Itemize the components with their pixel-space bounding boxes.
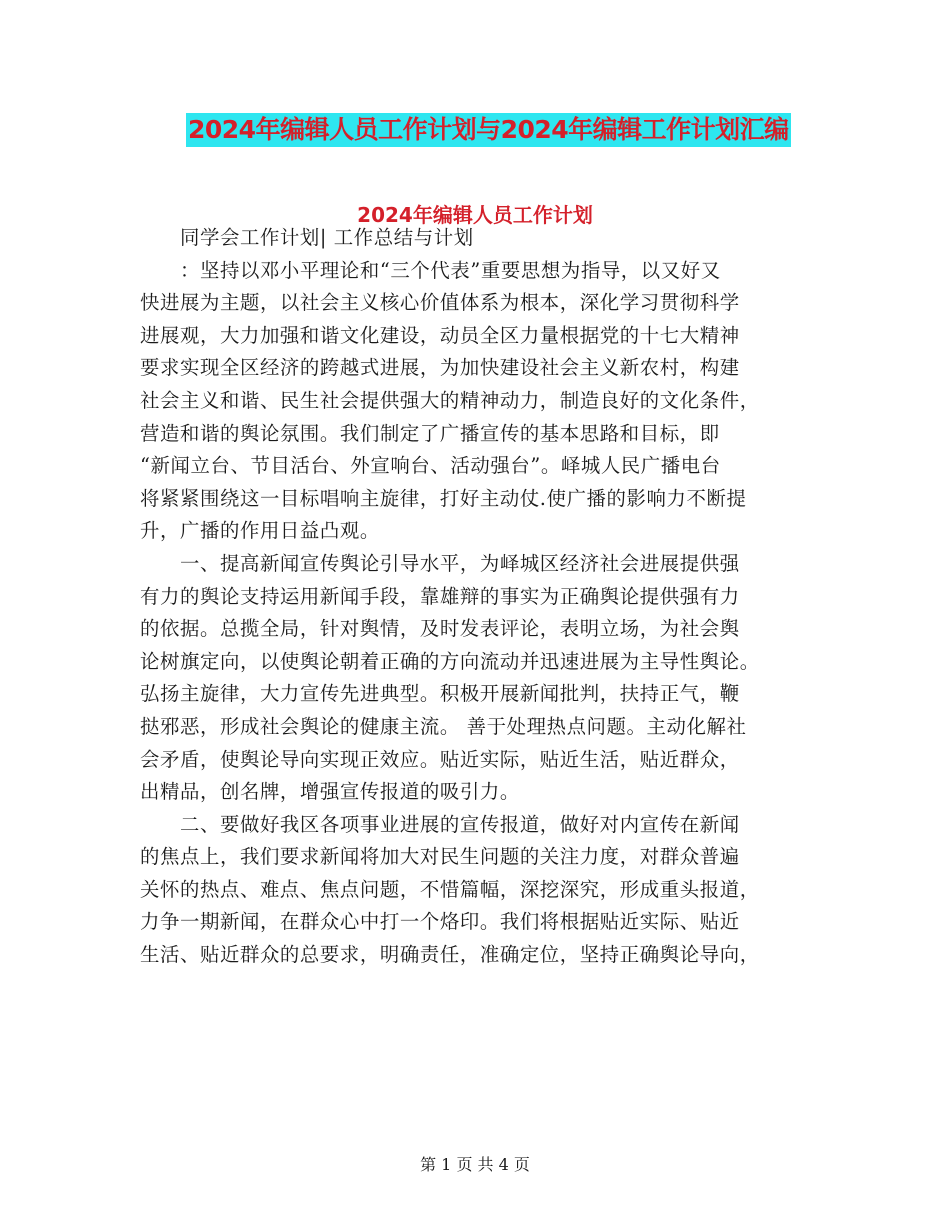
body-line: 二、要做好我区各项事业进展的宣传报道，做好对内宣传在新闻	[140, 812, 740, 836]
body-line: 升，广播的作用日益凸观。	[140, 519, 380, 543]
body-line: 进展观，大力加强和谐文化建设，动员全区力量根据党的十七大精神	[140, 323, 740, 347]
body-line: 同学会工作计划| 工作总结与计划	[140, 226, 474, 249]
body-line: 快进展为主题，以社会主义核心价值体系为根本，深化学习贯彻科学	[140, 291, 740, 315]
body-line: 将紧紧围绕这一目标唱响主旋律，打好主动仗.使广播的影响力不断提	[140, 486, 747, 510]
page-footer: 第 1 页 共 4 页	[420, 1155, 530, 1174]
body-line: 社会主义和谐、民生社会提供强大的精神动力，制造良好的文化条件，	[140, 388, 760, 412]
document-main-title: 2024年编辑人员工作计划与2024年编辑工作计划汇编	[186, 113, 791, 147]
body-line: 生活、贴近群众的总要求，明确责任，准确定位，坚持正确舆论导向，	[140, 943, 760, 967]
body-line: 的依据。总揽全局，针对舆情，及时发表评论，表明立场，为社会舆	[140, 617, 740, 641]
body-line: 要求实现全区经济的跨越式进展，为加快建设社会主义新农村，构建	[140, 356, 740, 380]
body-line: 弘扬主旋律，大力宣传先进典型。积极开展新闻批判，扶持正气，鞭	[140, 682, 740, 706]
body-line: 有力的舆论支持运用新闻手段，靠雄辩的事实为正确舆论提供强有力	[140, 584, 740, 608]
body-line: 出精品，创名牌，增强宣传报道的吸引力。	[140, 780, 520, 804]
body-line: 一、提高新闻宣传舆论引导水平，为峄城区经济社会进展提供强	[140, 551, 740, 575]
body-text	[140, 222, 812, 972]
body-line: 的焦点上，我们要求新闻将加大对民生问题的关注力度，对群众普遍	[140, 845, 740, 869]
body-line: “新闻立台、节目活台、外宣响台、活动强台”。峄城人民广播电台	[140, 454, 721, 478]
body-line: 关怀的热点、难点、焦点问题，不惜篇幅，深挖深究，形成重头报道，	[140, 877, 760, 901]
body-line: 挞邪恶，形成社会舆论的健康主流。 善于处理热点问题。主动化解社	[140, 714, 747, 738]
body-line: 营造和谐的舆论氛围。我们制定了广播宣传的基本思路和目标，即	[140, 421, 720, 445]
body-line: 力争一期新闻，在群众心中打一个烙印。我们将根据贴近实际、贴近	[140, 910, 740, 934]
body-line: 论树旗定向，以使舆论朝着正确的方向流动并迅速进展为主导性舆论。	[140, 649, 760, 673]
body-line: ：坚持以邓小平理论和“三个代表”重要思想为指导，以又好又	[140, 258, 721, 282]
section-title: 2024年编辑人员工作计划	[357, 203, 593, 227]
body-line: 会矛盾，使舆论导向实现正效应。贴近实际，贴近生活，贴近群众，	[140, 747, 740, 771]
